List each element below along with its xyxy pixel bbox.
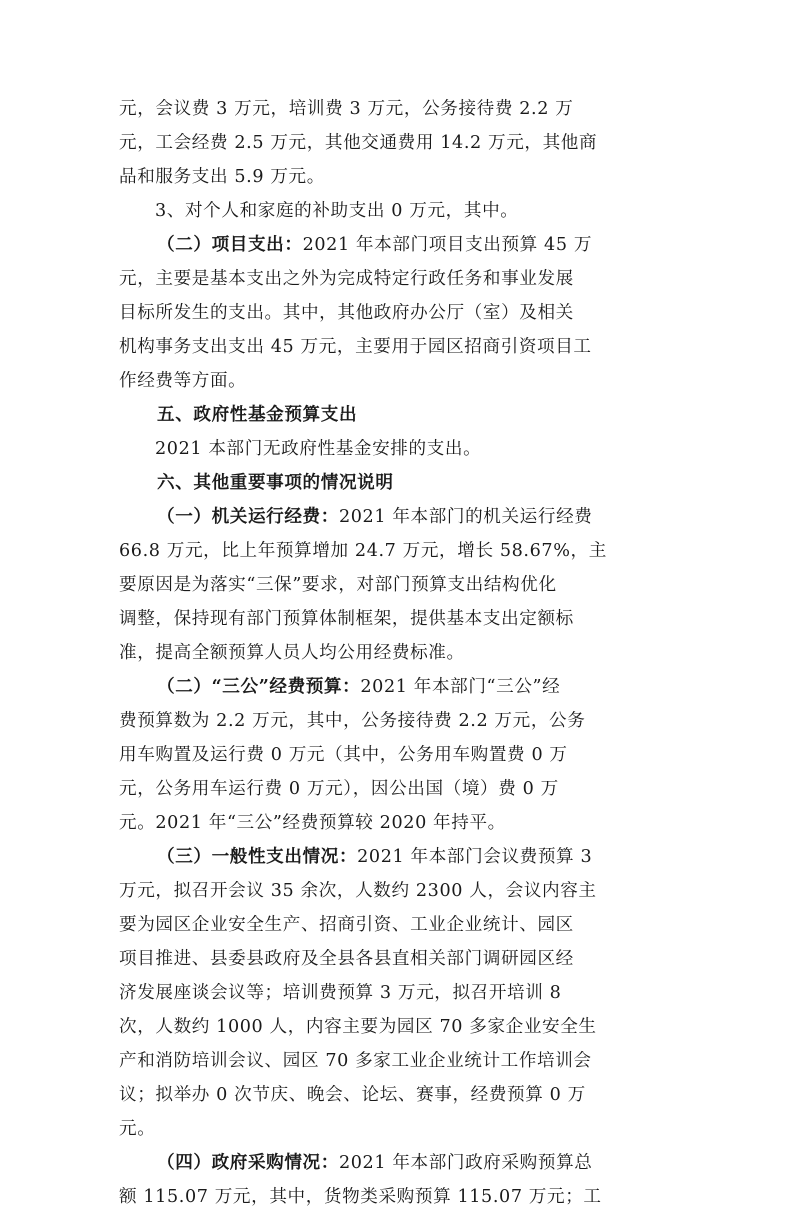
text-line: 66.8 万元，比上年预算增加 24.7 万元，增长 58.67%，主 bbox=[119, 541, 607, 561]
text-line: 品和服务支出 5.9 万元。 bbox=[119, 167, 325, 187]
paragraph-three-public bbox=[119, 670, 675, 704]
paragraph-project-expense bbox=[119, 228, 675, 262]
text-line: 元。2021 年“三公”经费预算较 2020 年持平。 bbox=[119, 813, 506, 833]
text-line: 机构事务支出支出 45 万元，主要用于园区招商引资项目工 bbox=[119, 337, 592, 357]
text-line: 元，会议费 3 万元，培训费 3 万元，公务接待费 2.2 万 bbox=[119, 99, 574, 119]
document-page bbox=[119, 92, 675, 1214]
text-line: 元，工会经费 2.5 万元，其他交通费用 14.2 万元，其他商 bbox=[119, 133, 598, 153]
paragraph-procurement bbox=[119, 1146, 675, 1180]
section-heading-5: 五、政府性基金预算支出 bbox=[157, 404, 358, 425]
text-line: 次，人数约 1000 人，内容主要为园区 70 多家企业安全生 bbox=[119, 1017, 597, 1037]
text-line: 用车购置及运行费 0 万元（其中，公务用车购置费 0 万 bbox=[119, 745, 568, 765]
text-line: 2021 本部门无政府性基金安排的支出。 bbox=[155, 439, 482, 459]
text-line: 产和消防培训会议、园区 70 多家工业企业统计工作培训会 bbox=[119, 1051, 592, 1071]
text-line: 目标所发生的支出。其中，其他政府办公厅（室）及相关 bbox=[119, 303, 574, 323]
heading-inline: （一）机关运行经费： bbox=[157, 506, 339, 527]
paragraph-operating-expense bbox=[119, 500, 675, 534]
text-line: 要为园区企业安全生产、招商引资、工业企业统计、园区 bbox=[119, 915, 574, 935]
text-line: 元。 bbox=[119, 1119, 156, 1139]
heading-inline: （四）政府采购情况： bbox=[157, 1152, 339, 1173]
text-line: 费预算数为 2.2 万元，其中，公务接待费 2.2 万元，公务 bbox=[119, 711, 586, 731]
text-line: 3、对个人和家庭的补助支出 0 万元，其中。 bbox=[155, 201, 519, 221]
heading-inline: （三）一般性支出情况： bbox=[157, 846, 358, 867]
text-inline: 2021 年本部门的机关运行经费 bbox=[338, 507, 593, 527]
text-line: 济发展座谈会议等；培训费预算 3 万元，拟召开培训 8 bbox=[119, 983, 562, 1003]
text-line: 作经费等方面。 bbox=[119, 371, 247, 391]
text-line: 要原因是为落实“三保”要求，对部门预算支出结构优化 bbox=[119, 575, 557, 595]
text-line: 准，提高全额预算人员人均公用经费标准。 bbox=[119, 643, 465, 663]
text-line: 项目推进、县委县政府及全县各县直相关部门调研园区经 bbox=[119, 949, 574, 969]
text-line: 议；拟举办 0 次节庆、晚会、论坛、赛事，经费预算 0 万 bbox=[119, 1085, 586, 1105]
heading-inline: （二）项目支出： bbox=[157, 234, 303, 255]
text-inline: 2021 年本部门政府采购预算总 bbox=[338, 1153, 593, 1173]
text-inline: 2021 年本部门“三公”经 bbox=[360, 677, 561, 697]
heading-inline: （二）“三公”经费预算： bbox=[157, 676, 361, 697]
text-line: 元，公务用车运行费 0 万元），因公出国（境）费 0 万 bbox=[119, 779, 559, 799]
text-line: 额 115.07 万元，其中，货物类采购预算 115.07 万元；工 bbox=[119, 1187, 602, 1207]
text-inline: 2021 年本部门项目支出预算 45 万 bbox=[302, 235, 593, 255]
text-line: 元，主要是基本支出之外为完成特定行政任务和事业发展 bbox=[119, 269, 574, 289]
paragraph-general-expense bbox=[119, 840, 675, 874]
text-inline: 2021 年本部门会议费预算 3 bbox=[357, 847, 593, 867]
text-line: 万元，拟召开会议 35 余次，人数约 2300 人，会议内容主 bbox=[119, 881, 597, 901]
section-heading-6: 六、其他重要事项的情况说明 bbox=[157, 472, 394, 493]
text-line: 调整，保持现有部门预算体制框架，提供基本支出定额标 bbox=[119, 609, 574, 629]
